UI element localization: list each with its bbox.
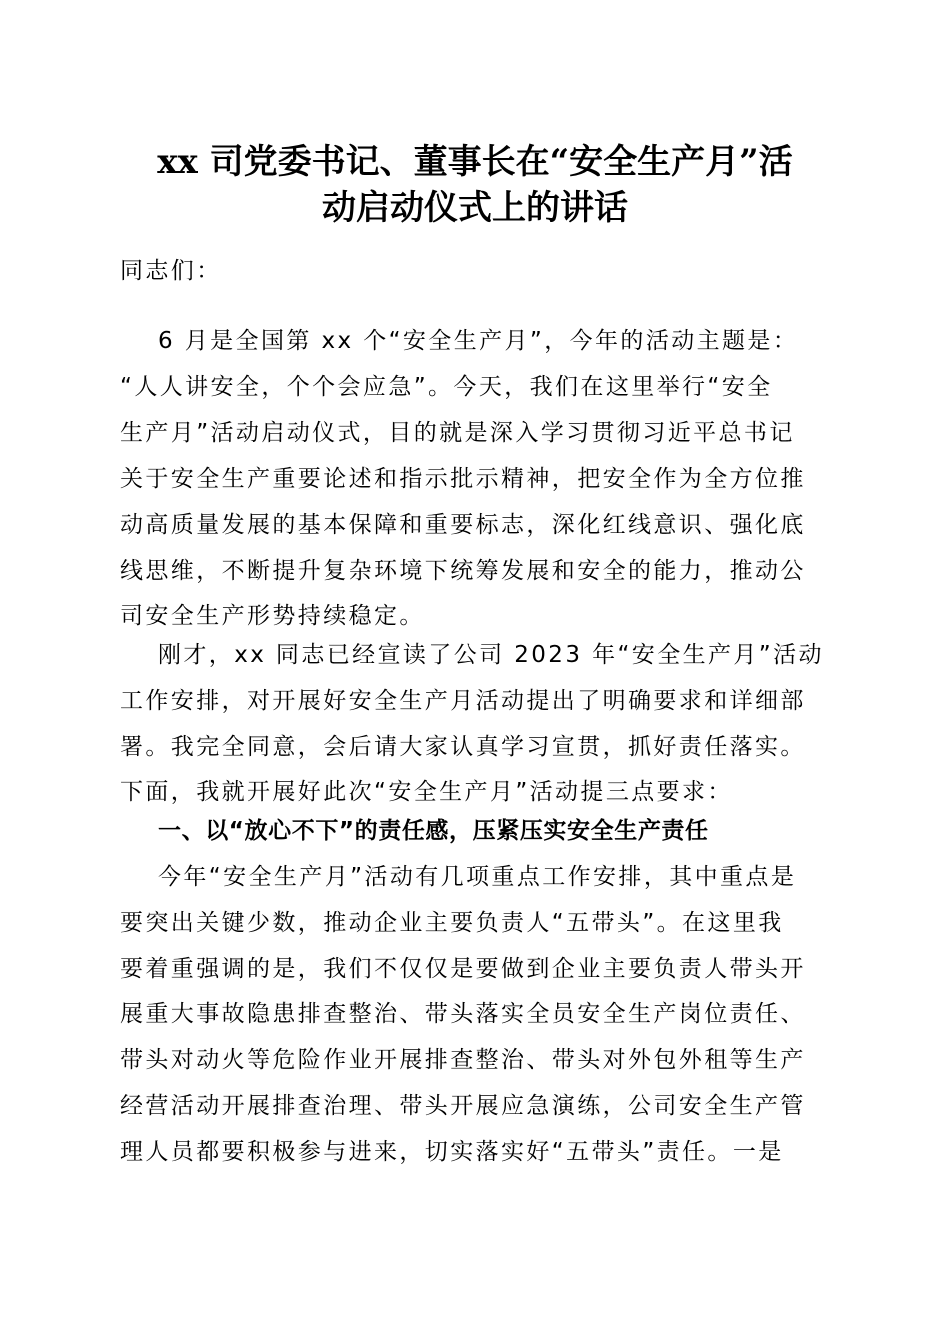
paragraph-1-line: 关于安全生产重要论述和指示批示精神，把安全作为全方位推: [120, 466, 806, 492]
paragraph-1-line: 司安全生产形势持续稳定。: [120, 603, 425, 629]
salutation: 同志们：: [120, 258, 222, 284]
paragraph-1-line: 线思维，不断提升复杂环境下统筹发展和安全的能力，推动公: [120, 558, 806, 584]
document-title-line-2: 动启动仪式上的讲话: [322, 188, 628, 228]
paragraph-1-line: 动高质量发展的基本保障和重要标志，深化红线意识、强化底: [120, 512, 806, 538]
paragraph-3-line: 要着重强调的是，我们不仅仅是要做到企业主要负责人带头开: [120, 956, 806, 982]
paragraph-2-line: 工作安排，对开展好安全生产月活动提出了明确要求和详细部: [120, 688, 806, 714]
paragraph-1-line: 6 月是全国第 xx 个“安全生产月”，今年的活动主题是：: [158, 328, 799, 354]
paragraph-1-line: 生产月”活动启动仪式，目的就是深入学习贯彻习近平总书记: [120, 420, 795, 446]
paragraph-3-line: 带头对动火等危险作业开展排查整治、带头对外包外租等生产: [120, 1047, 806, 1073]
paragraph-3-line: 要突出关键少数，推动企业主要负责人“五带头”。在这里我: [120, 910, 784, 936]
paragraph-1-line: “人人讲安全，个个会应急”。今天，我们在这里举行“安全: [120, 374, 773, 400]
paragraph-2-line: 下面，我就开展好此次“安全生产月”活动提三点要求：: [120, 779, 733, 805]
paragraph-3-line: 理人员都要积极参与进来，切实落实好“五带头”责任。一是: [120, 1139, 784, 1165]
paragraph-3-line: 今年“安全生产月”活动有几项重点工作安排，其中重点是: [158, 864, 797, 890]
section-1-heading: 一、以“放心不下”的责任感，压紧压实安全生产责任: [158, 818, 709, 844]
paragraph-2-line: 署。我完全同意，会后请大家认真学习宣贯，抓好责任落实。: [120, 734, 806, 760]
document-title-line-1: xx 司党委书记、董事长在“安全生产月”活: [157, 142, 793, 182]
paragraph-3-line: 经营活动开展排查治理、带头开展应急演练，公司安全生产管: [120, 1093, 806, 1119]
paragraph-3-line: 展重大事故隐患排查整治、带头落实全员安全生产岗位责任、: [120, 1001, 806, 1027]
paragraph-2-line: 刚才，xx 同志已经宣读了公司 2023 年“安全生产月”活动: [158, 642, 824, 668]
